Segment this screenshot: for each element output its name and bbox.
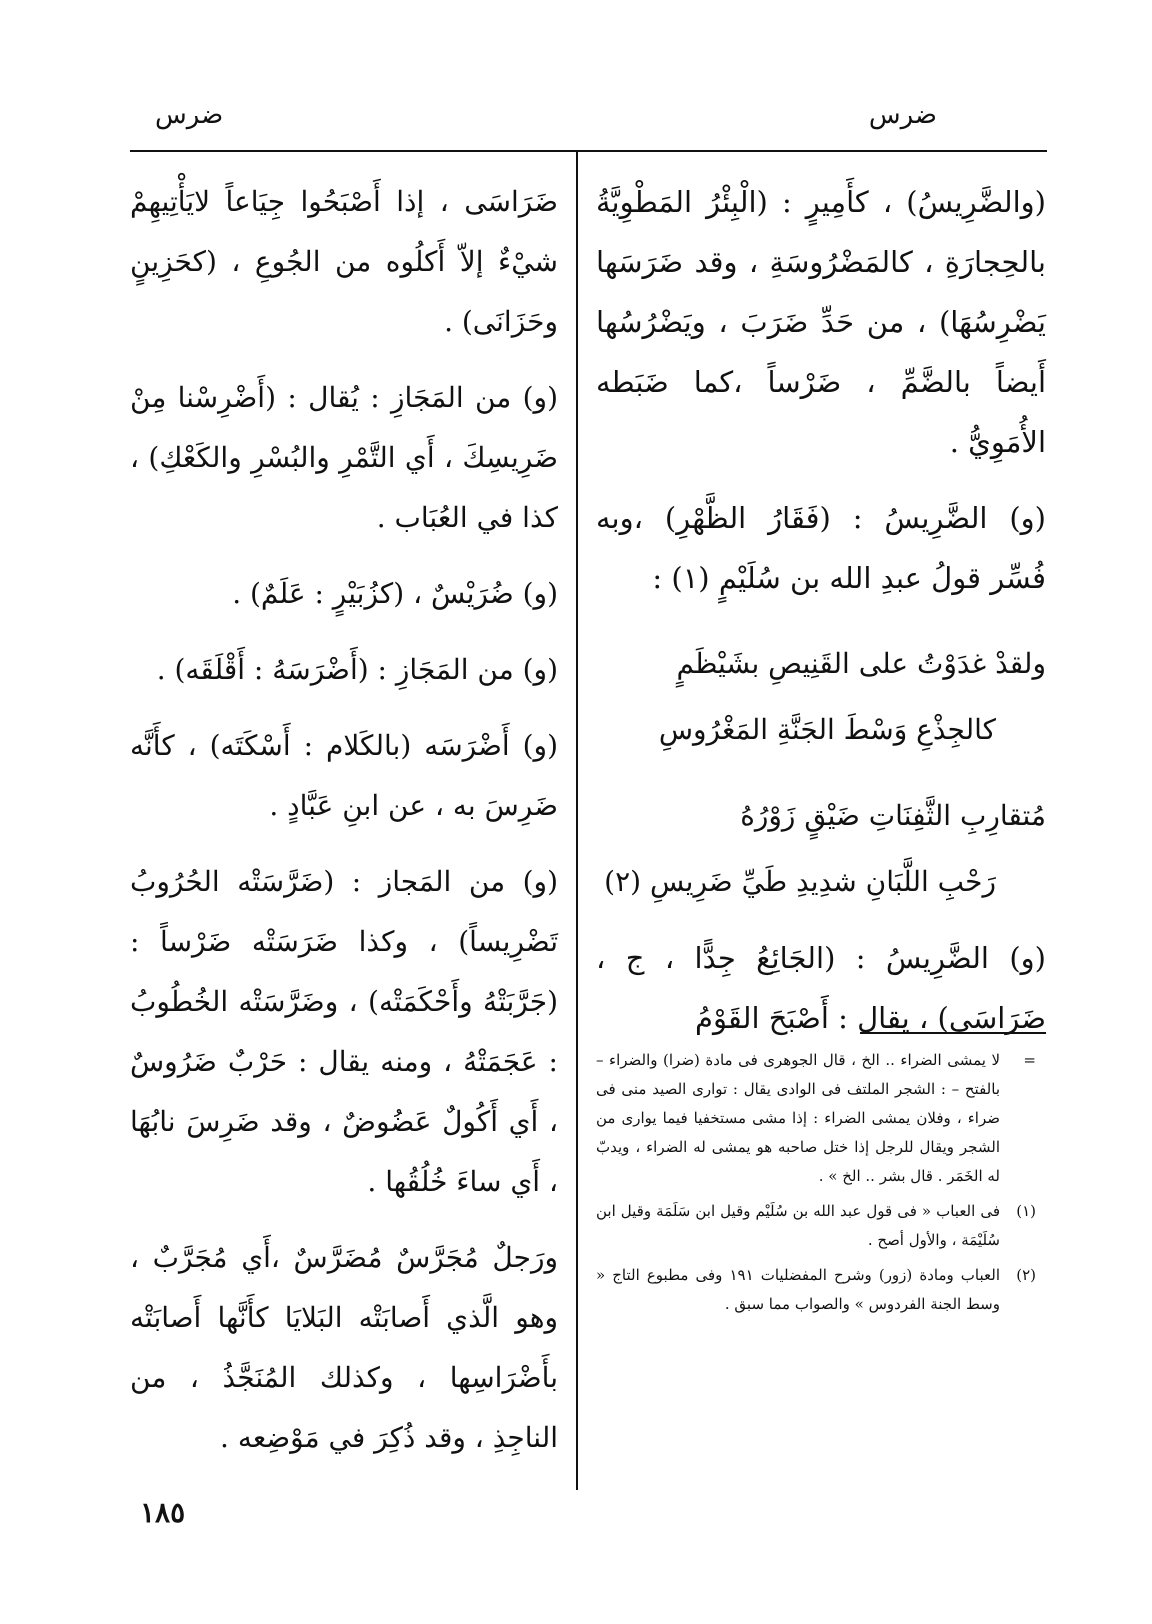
footnote [596,1261,1036,1319]
running-header-left: ضرس [155,100,224,130]
footnote [596,1197,1036,1255]
footnote-rule [860,1032,1046,1034]
entry-paragraph: (و) أَضْرَسَه (بالكَلام : أَسْكَتَه) ، كأَنَّه ضَرِسَ به ، عن ابنِ عَبَّادٍ . [130,729,558,822]
header-rule [130,150,1047,152]
entry-paragraph: (و) الضَّرِيسُ : (الجَائِعُ جِدًّا ، ج ، ضَرَاسَى) ، يقال : أَصْبَحَ القَوْمُ [596,941,1046,1035]
footnote-text: العباب ومادة (زور) وشرح المفضليات ١٩١ وفى مطبوع التاج « وسط الجنة الفردوس » والصواب مما سبق . [596,1266,1000,1313]
poem-verse: ولقدْ غدَوْتُ على القَنِيصِ بشَيْظَمٍ [676,647,1046,680]
poem-verse: مُتقارِبِ الثَّفِنَاتِ ضَيْقٍ زَوْرُهُ [740,799,1046,832]
entry-paragraph: ورَجلٌ مُجَرَّسٌ مُضَرَّسٌ ،أَي مُجَرَّبٌ ، وهو الَّذي أَصابَتْه البَلايَا كأَنَّها أَصابَتْه بأَضْرَاسِها ، وكذلك المُنَجَّذُ ، من الناجِذِ ، وقد ذُكِرَ في مَوْضِعه . [130,1241,558,1454]
footnote-text: فى العباب « فى قول عبد الله بن سُلَيْم وقيل ابن سَلَمَة وقيل ابن سُلَيْمَة ، والأول أصح . [596,1202,1000,1249]
running-header-right: ضرس [868,100,937,130]
footnote [596,1046,1036,1191]
entry-paragraph: (و) ضُرَيْسٌ ، (كزُبَيْرٍ : عَلَمٌ) . [232,577,558,610]
right-column [596,172,1046,1064]
footnote-marker: (١) [1016,1202,1036,1220]
poem-verse: كالجِذْعِ وَسْطَ الجَنَّةِ المَغْرُوسِ [658,713,996,746]
footnote-text: لا يمشى الضراء .. الخ ، قال الجوهرى فى مادة (ضرا) والضراء – بالفتح – : الشجر الملتف فى الوادى يقال : توارى الصيد منى فى ضراء ، وفلان يمشى الضراء : إذا مشى مستخفيا فيما يوارى من الشجر ويقال للرجل إذا ختل صاحبه هو يمشى له الضراء ، ويدبّ له الخَمَر . قال بشر .. الخ » . [596,1051,1000,1185]
entry-paragraph: (و) من المَجَازِ : يُقال : (أَضْرِسْنا مِنْ ضَرِيسِكَ ، أَي التَّمْرِ والبُسْرِ والكَعْكِ) ، كذا في العُبَاب . [130,381,558,534]
footnote-marker: (٢) [1016,1266,1036,1284]
entry-paragraph: (و) من المَجاز : (ضَرَّسَتْه الحُرُوبُ تَضْرِيساً) ، وكذا ضَرَسَتْه ضَرْساً : (جَرَّبَتْهُ وأَحْكَمَتْه) ، وضَرَّسَتْه الخُطُوبُ : عَجَمَتْهُ ، ومنه يقال : حَرْبٌ ضَرُوسٌ ، أَي أَكُولٌ عَضُوضٌ ، وقد ضَرِسَ نابُهَا ، أَي ساءَ خُلُقُها . [130,865,558,1198]
entry-paragraph: (والضَّرِيسُ) ، كأَمِيرٍ : (الْبِئْرُ المَطْوِيَّةُ بالحِجارَةِ ، كالمَضْرُوسَةِ ، وقد ضَرَسَها يَضْرِسُهَا) ، من حَدِّ ضَرَبَ ، ويَضْرُسُها أَيضاً بالضَّمِّ ، ضَرْساً ،كما ضَبَطه الأُمَوِيُّ . [596,185,1046,459]
column-divider [576,150,578,1490]
page-number: ١٨٥ [140,1496,186,1529]
left-column [130,172,558,1484]
entry-paragraph: (و) الضَّرِيسُ : (فَقَارُ الظَّهْرِ) ،وبه فُسِّر قولُ عبدِ الله بن سُلَيْمٍ (١) : [596,501,1046,595]
poem-verse: رَحْبِ اللَّبَانِ شدِيدِ طَيِّ ضَرِيسِ (٢) [604,865,996,898]
footnote-marker: = [1023,1051,1036,1069]
entry-paragraph: ضَرَاسَى ، إذا أَصْبَحُوا جِيَاعاً لايَأْتِيهِمْ شيْءٌ إلاّ أَكلُوه من الجُوعِ ، (كحَزِينٍ وحَزَانَى) . [130,185,558,338]
entry-paragraph: (و) من المَجَازِ : (أَضْرَسَهُ : أَقْلَقَه) . [156,653,558,686]
footnotes [596,1046,1036,1325]
